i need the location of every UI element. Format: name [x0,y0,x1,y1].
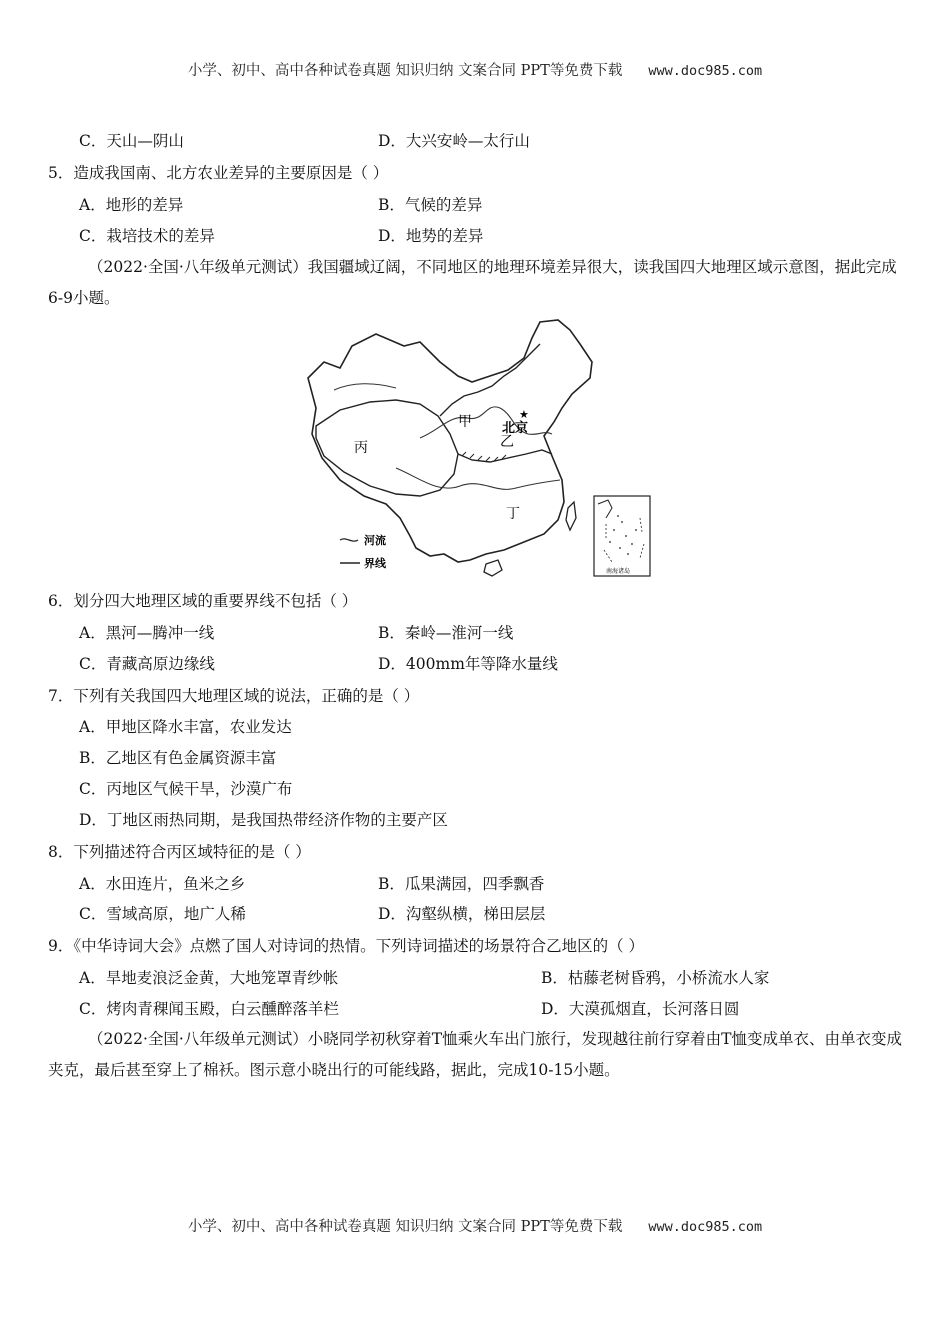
q8-stem: 8．下列描述符合丙区域特征的是（ ） [48,843,311,861]
q9-option-a: A．旱地麦浪泛金黄，大地笼罩青纱帐 [79,969,339,987]
q7-option-b: B．乙地区有色金属资源丰富 [79,749,277,767]
q5-option-b: B．气候的差异 [378,196,483,214]
q6-option-d: D．400mm年等降水量线 [378,655,558,673]
q8-option-c: C．雪域高原，地广人稀 [79,905,246,923]
q6-option-c: C．青藏高原边缘线 [79,655,215,673]
header-site[interactable]: www.doc985.com [648,63,763,79]
q9-stem: 9．《中华诗词大会》点燃了国人对诗词的热情。下列诗词描述的场景符合乙地区的（ ） [48,937,645,955]
q9-option-c: C．烤肉青稞闻玉殿，白云醺醉落羊栏 [79,1000,339,1018]
region-label-bing: 丙 [354,440,368,456]
footer-text: 小学、初中、高中各种试卷真题 知识归纳 文案合同 PPT等免费下载 [187,1219,623,1235]
q7-option-c: C．丙地区气候干旱，沙漠广布 [79,780,293,798]
q6-option-b: B．秦岭—淮河一线 [378,624,514,642]
page-footer [0,1215,950,1236]
q8-option-a: A．水田连片，鱼米之乡 [79,875,246,893]
legend-river-symbol [340,539,358,541]
region-label-jia: 甲 [458,414,472,430]
south-sea-inset-box [594,496,650,576]
q9-option-b: B．枯藤老树昏鸦，小桥流水人家 [541,969,770,987]
q9-option-d: D．大漠孤烟直，长河落日圆 [541,1000,740,1018]
q5-option-d: D．地势的差异 [378,227,484,245]
country-outline [308,320,592,562]
q5-option-a: A．地形的差异 [79,196,184,214]
q7-stem: 7．下列有关我国四大地理区域的说法，正确的是（ ） [48,687,420,705]
q5-stem: 5．造成我国南、北方农业差异的主要原因是（ ） [48,164,389,182]
beijing-label: 北京 [502,421,529,436]
yangtze-river [396,468,560,489]
tarim-river [334,384,396,390]
yellow-river [420,407,552,438]
q6-option-a: A．黑河—腾冲一线 [79,624,215,642]
q5-option-c: C．栽培技术的差异 [79,227,215,245]
header-text: 小学、初中、高中各种试卷真题 知识归纳 文案合同 PPT等免费下载 [187,63,623,79]
inset-label: 南海诸岛 [606,568,631,575]
q8-option-d: D．沟壑纵横，梯田层层 [378,905,546,923]
region-label-yi: 乙 [500,434,514,450]
footer-site[interactable]: www.doc985.com [648,1219,763,1235]
page-header [0,59,950,80]
q7-option-a: A．甲地区降水丰富，农业发达 [79,718,292,736]
beijing-star: ★ [519,408,529,421]
q7-option-d: D．丁地区雨热同期，是我国热带经济作物的主要产区 [79,811,448,829]
intro-paragraph-10-15: （2022·全国·八年级单元测试）小晓同学初秋穿着T恤乘火车出门旅行，发现越往前行穿着由T恤变成单衣、由单衣变成夹克，最后甚至穿上了棉袄。图示意小晓出行的可能线路，据此，完成10-15小题。 [48,1030,902,1079]
china-regions-map [300,318,660,580]
region-label-ding: 丁 [506,506,520,522]
q6-stem: 6．划分四大地理区域的重要界线不包括（ ） [48,592,358,610]
q8-option-b: B．瓜果满园，四季飘香 [378,875,545,893]
legend-river-label: 河流 [364,534,386,547]
q4-option-d: D．大兴安岭—太行山 [378,132,530,150]
qinghai-tibet-boundary [316,400,458,496]
q4-option-c: C．天山—阴山 [79,132,184,150]
intro-paragraph-6-9: （2022·全国·八年级单元测试）我国疆域辽阔，不同地区的地理环境差异很大，读我国四大地理区域示意图，据此完成6-9小题。 [48,258,897,307]
hainan-island [484,560,502,576]
taiwan-island [566,502,576,530]
legend-boundary-label: 界线 [364,557,386,570]
